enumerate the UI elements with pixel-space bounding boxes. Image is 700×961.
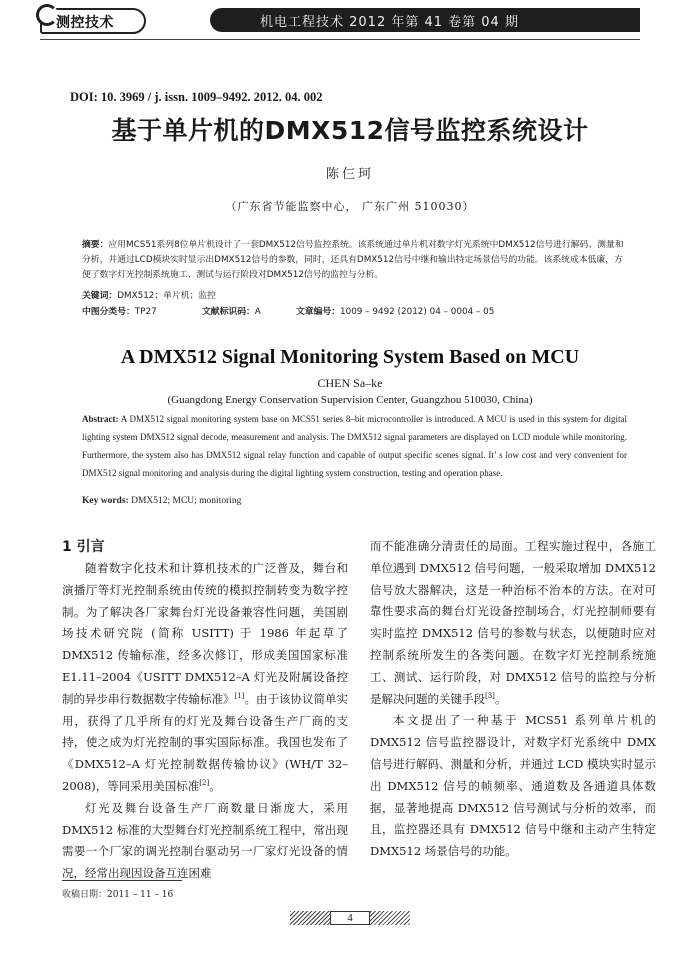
title-chinese: 基于单片机的DMX512信号监控系统设计 — [111, 116, 589, 145]
author-chinese: 陈仨珂 — [325, 167, 374, 182]
clc-number: 中图分类号：TP27 — [82, 307, 157, 317]
journal-header — [0, 0, 700, 50]
keywords-chinese-label: 关键词： — [82, 291, 118, 301]
abstract-chinese-text: 应用MCS51系列8位单片机设计了一套DMX512信号监控系统。该系统通过单片机对数字灯光系统中DMX512信号进行解码、测量和分析，并通过LCD模块实时显示出DMX512信号的参数，同时，还具有DMX512信号中继和输出特定场景信号的功能。该系统成本低廉，方便了数字灯光控制系统施工、测试与运行阶段对DMX512信号的监控与分析。 — [82, 240, 624, 280]
paragraph: 灯光及舞台设备生产厂商数量日渐庞大，采用 DMX512 标准的大型舞台灯光控制系统工程中，常出现需要一个厂家的调光控制台驱动另一厂家灯光设备的情况，经常出现因设备互连困难 — [62, 800, 348, 881]
section-logo-text: 测控技术 — [56, 15, 114, 31]
doi: DOI: 10. 3969 / j. issn. 1009–9492. 2012. 04. 002 — [70, 90, 323, 104]
citation: [3] — [485, 691, 495, 700]
citation: [1] — [234, 691, 245, 700]
logo-ring-icon — [36, 4, 58, 26]
section-logo — [40, 8, 146, 34]
abstract-english — [82, 410, 627, 482]
body-column-right — [370, 536, 656, 863]
keywords-english-text: DMX512; MCU; monitoring — [128, 496, 242, 506]
abstract-chinese — [82, 238, 627, 283]
abstract-english-text: A DMX512 signal monitoring system base on MCS51 series 8–bit microcontroller is introduced. A MCU is used in this system for digital lighting system DMX512 signal decode, measurement and analysis. The DMX512 signal parameters are displayed on LCD module while monitoring. Furthermore, the system also has DMX512 signal relay function and capable of output specific scenes signal. It’ s low cost and very convenient for DMX512 signal monitoring and analysis during the digital lighting system construction, testing and operation phase. — [82, 414, 627, 478]
section-heading: 1 引言 — [62, 539, 105, 555]
received-date: 收稿日期：2011 – 11 – 16 — [62, 890, 174, 900]
affiliation-english: (Guangdong Energy Conservation Supervision Center, Guangzhou 510030, China) — [167, 394, 533, 406]
document-code: 文献标识码：A — [202, 307, 261, 317]
author-english: CHEN Sa–ke — [317, 376, 383, 390]
paragraph: 而不能准确分清责任的局面。工程实施过程中，各施工单位遇到 DMX512 信号问题，一般采取增加 DMX512 信号放大器解决，这是一种治标不治本的方法。在对可靠性要求高的舞台灯光设备控制场合，灯光控制师要有实时监控 DMX512 信号的参数与状态，以便随时应对控制系统所发生的各类问题。在数字灯光控制系统施工、测试、运行阶段，对 DMX512 信号的监控与分析是解决问题的关键手段[3]。 — [370, 539, 656, 706]
citation: [2] — [199, 779, 210, 788]
paragraph: 随着数字化技术和计算机技术的广泛普及，舞台和演播厅等灯光控制系统由传统的模拟控制转变为数字控制。为了解决各厂家舞台灯光设备兼容性问题，美国剧场技术研究院 (简称 USITT) 于 1986 年起草了 DMX512 传输标准，经多次修订，形成美国国家标准 E1.11–2004《USITT DMX512–A 灯光及附属设备控制的异步串行数据数字传输标准》[1]。由于该协议简单实用，获得了几乎所有的灯光及舞台设备生产厂商的支持，使之成为灯光控制的事实国际标准。我国也发布了《DMX512–A 灯光控制数据传输协议》(WH/T 32–2008)，等同采用美国标准[2]。 — [62, 561, 349, 793]
title-english: A DMX512 Signal Monitoring System Based on MCU — [120, 346, 580, 368]
footnote-rule — [62, 880, 182, 881]
affiliation-chinese: （广东省节能监察中心， 广东广州 510030） — [225, 200, 475, 213]
journal-issue-line: 机电工程技术 2012 年第 41 卷第 04 期 — [260, 15, 519, 30]
keywords-english-label: Key words: — [82, 496, 129, 506]
header-rule — [40, 39, 640, 40]
paragraph: 本文提出了一种基于 MCS51 系列单片机的 DMX512 信号监控器设计，对数字灯光系统中 DMX 信号进行解码、测量和分析，并通过 LCD 模块实时显示出 DMX512 信号的帧频率、通道数及各通道具体数据，显著地提高 DMX512 信号测试与分析的效率，而且，监控器还具有 DMX512 信号中继和主动产生特定 DMX512 场景信号的功能。 — [370, 713, 656, 859]
article-number: 文章编号：1009 – 9492 (2012) 04 – 0004 – 05 — [296, 307, 495, 317]
body-column-left — [62, 536, 348, 885]
keywords-chinese — [82, 289, 216, 304]
keywords-english — [82, 496, 241, 506]
abstract-english-label: Abstract: — [82, 414, 119, 424]
abstract-chinese-label: 摘要： — [82, 240, 109, 250]
keywords-chinese-text: DMX512；单片机；监控 — [117, 291, 216, 301]
page-number: 4 — [330, 911, 370, 925]
